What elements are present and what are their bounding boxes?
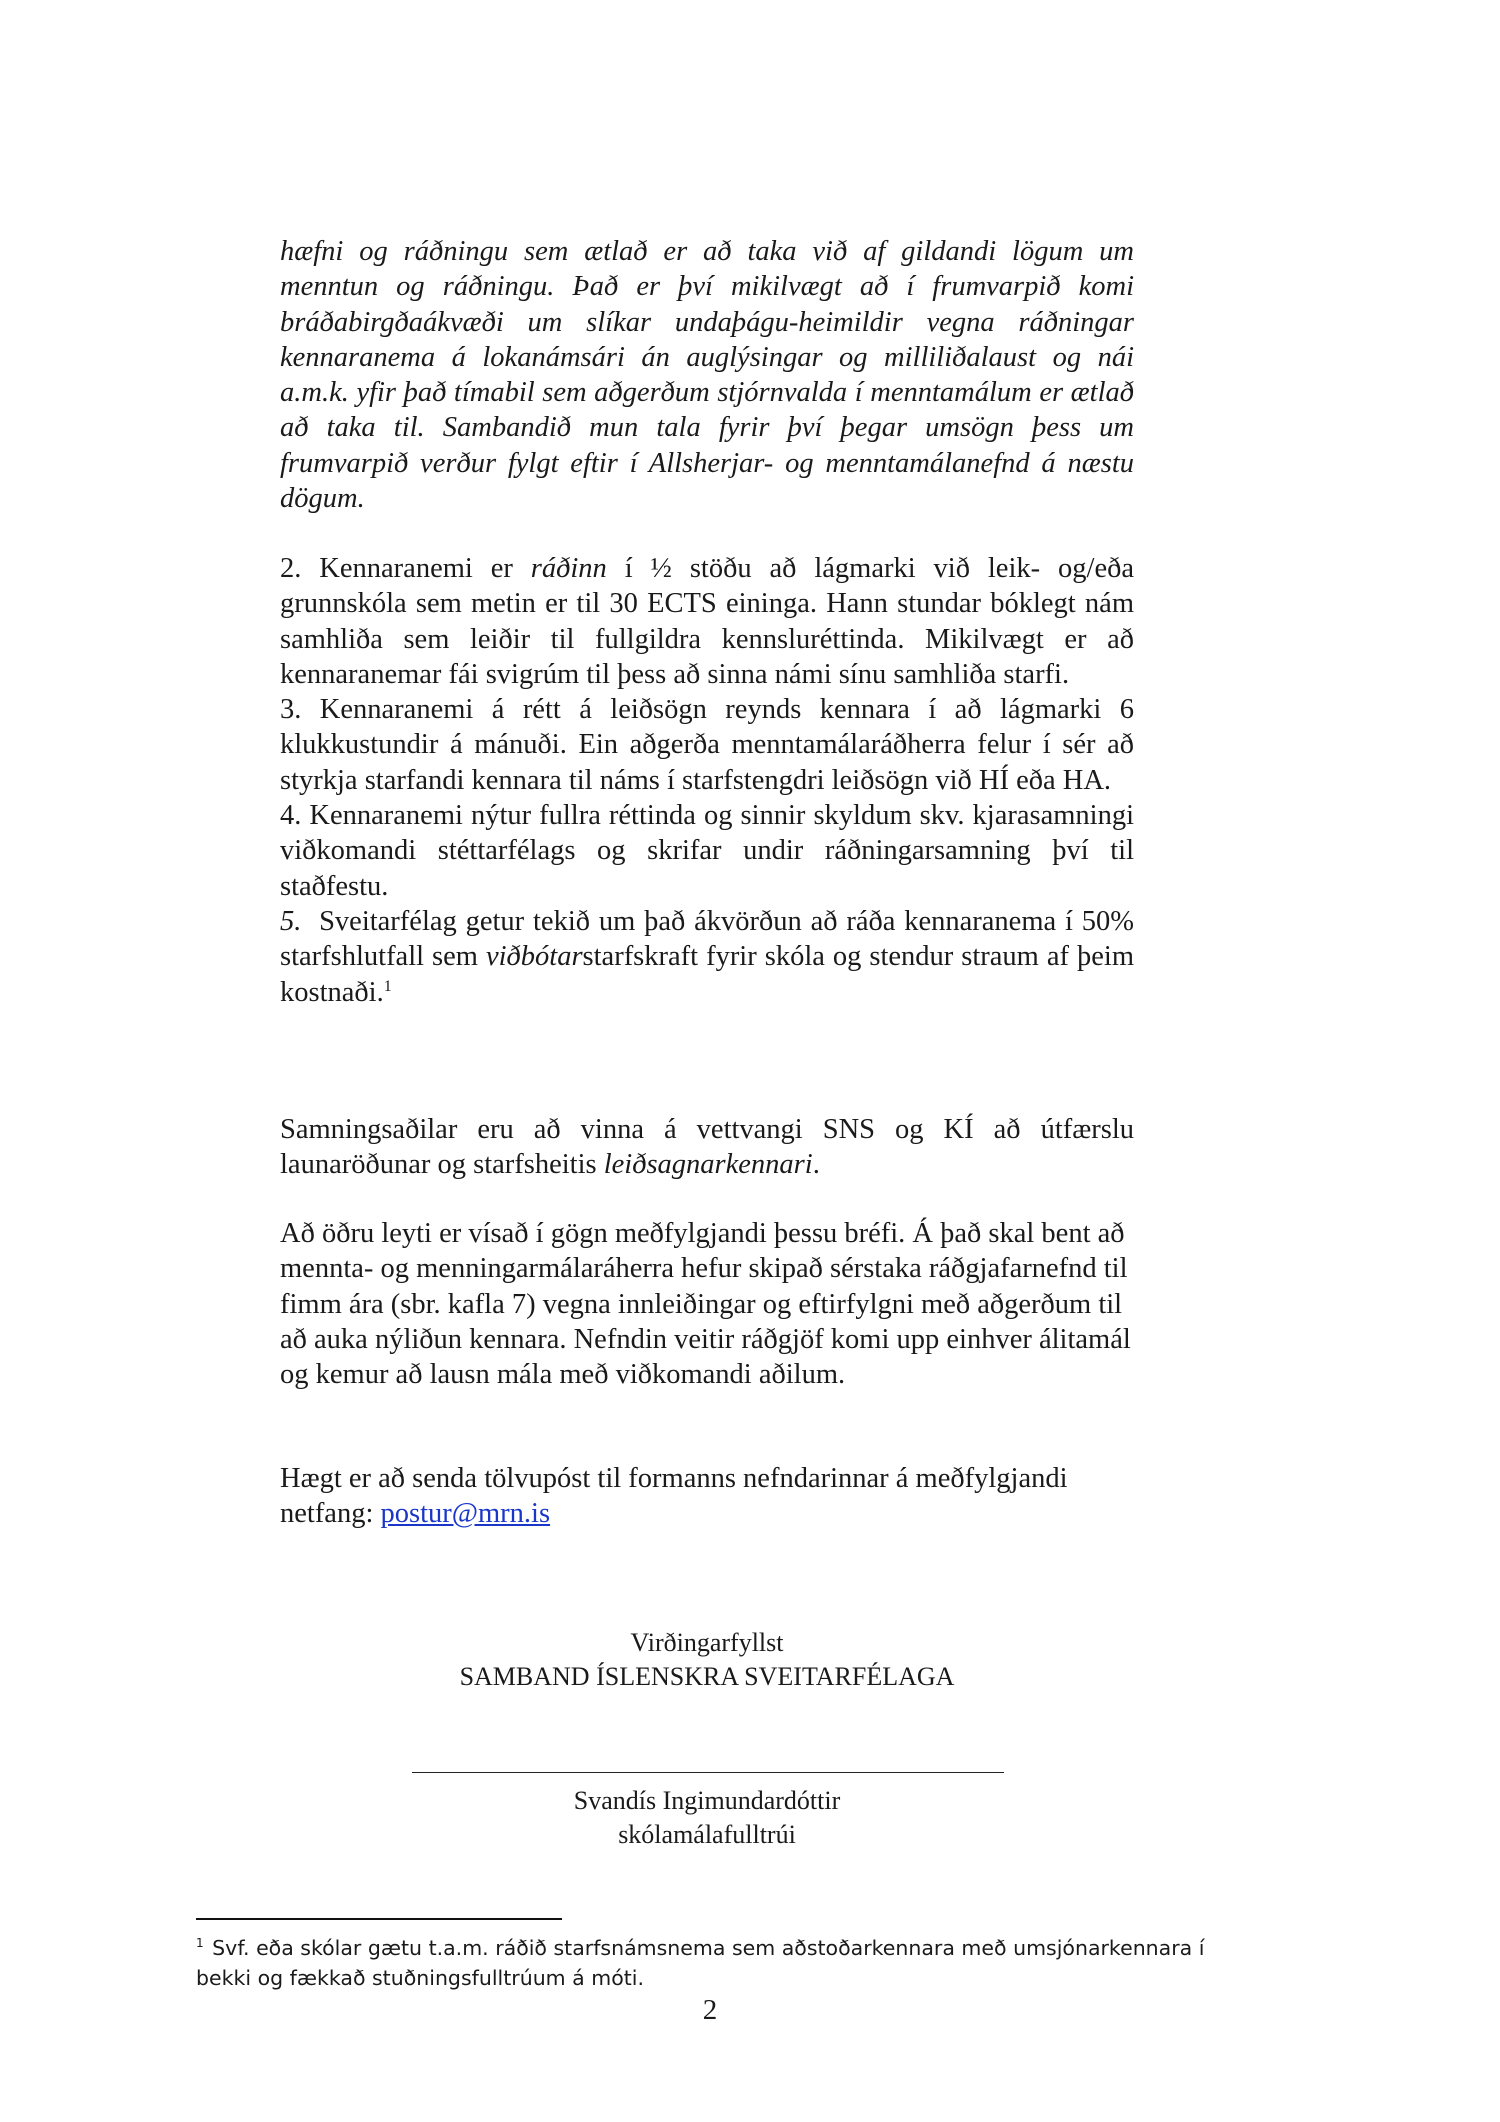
list-item-2 <box>280 551 1134 692</box>
agreement-paragraph <box>280 1112 1134 1183</box>
list-item-5-rest: starfskraft fyrir skóla og stendur straum af þeim kostnaði. <box>280 941 1134 1008</box>
signer-name: Svandís Ingimundardóttir <box>573 1786 841 1815</box>
intro-paragraph-text: hæfni og ráðningu sem ætlað er að taka við af gildandi lögum um menntun og ráðningu. Það er því mikilvægt að í frumvarpið komi bráðabirgðaákvæði um slíkar undaþágu-heimildir vegna ráðningar kennaranema á lokanámsári án auglýsingar og milliliðalaust og nái a.m.k. yfir það tímabil sem aðgerðum stjórnvalda í menntamálum er ætlað að taka til. Sambandið mun tala fyrir því þegar umsögn þess um frumvarpið verður fylgt eftir í Allsherjar- og menntamálanefnd á næstu dögum. <box>280 236 1134 515</box>
footnote-marker: 1 <box>196 1936 204 1950</box>
agreement-paragraph-end: . <box>812 1149 820 1181</box>
intro-paragraph <box>280 234 1134 516</box>
page-number: 2 <box>702 1994 718 2026</box>
footnote-separator <box>196 1918 562 1920</box>
agreement-paragraph-text: Samningsaðilar eru að vinna á vettvangi SNS og KÍ að útfærslu launaröðunar og starfsheitis <box>280 1114 1134 1181</box>
list-item-4: 4. Kennaranemi nýtur fullra réttinda og sinnir skyldum skv. kjarasamningi viðkomandi stéttarfélags og skrifar undir ráðningarsamning því til staðfestu. <box>280 800 1134 902</box>
email-paragraph-text: Hægt er að senda tölvupóst til formanns nefndarinnar á meðfylgjandi netfang: <box>280 1463 1068 1530</box>
list-item-2-start: 2. Kennaranemi er <box>280 553 531 584</box>
list-item-2-emphasis: ráðinn <box>530 553 607 584</box>
list-item-2-rest: í ½ stöðu að lágmarki við leik- og/eða grunnskóla sem metin er til 30 ECTS eininga. Hann stundar bóklegt nám samhliða sem leiðir til fullgildra kennsluréttinda. Mikilvægt er að kennaranemar fái svigrúm til þess að sinna námi sínu samhliða starfi. <box>280 553 1134 690</box>
signature-line <box>412 1772 1004 1773</box>
list-item-5 <box>280 904 1142 1010</box>
footnote-text: Svf. eða skólar gætu t.a.m. ráðið starfsnámsnema sem aðstoðarkennara með umsjónarkennara í bekki og fækkað stuðningsfulltrúum á móti. <box>196 1936 1205 1990</box>
organization-name: SAMBAND ÍSLENSKRA SVEITARFÉLAGA <box>459 1662 955 1691</box>
agreement-paragraph-emphasis: leiðsagnarkennari <box>603 1149 813 1181</box>
signer-block <box>280 1784 1134 1852</box>
footnote-reference[interactable]: 1 <box>383 977 392 995</box>
list-item-3: 3. Kennaranemi á rétt á leiðsögn reynds kennara í að lágmarki 6 klukkustundir á mánuði. Ein aðgerða menntamálaráðherra felur í sér að styrkja starfandi kennara til náms í starfstengdri leiðsögn við HÍ eða HA. <box>280 694 1134 796</box>
list-item-5-emphasis: viðbótar <box>485 941 583 973</box>
closing-block <box>280 1626 1134 1694</box>
email-link[interactable]: postur@mrn.is <box>380 1498 551 1530</box>
list-item-5-number: 5. <box>280 905 302 937</box>
numbered-list <box>280 551 1142 1010</box>
email-paragraph <box>280 1461 1134 1532</box>
footnote <box>196 1928 1256 1993</box>
signer-title: skólamálafulltrúi <box>618 1820 796 1849</box>
list-item-5-start: Sveitarfélag getur tekið um það ákvörðun að ráða kennaranema í 50% starfshlutfall sem <box>280 905 1142 973</box>
reference-paragraph-text: Að öðru leyti er vísað í gögn meðfylgjandi þessu bréfi. Á það skal bent að mennta- og menningarmálaráherra hefur skipað sérstaka ráðgjafarnefnd til fimm ára (sbr. kafla 7) vegna innleiðingar og eftirfylgni með aðgerðum til að auka nýliðun kennara. Nefndin veitir ráðgjöf komi upp einhver álitamál og kemur að lausn mála með viðkomandi aðilum. <box>280 1218 1131 1391</box>
closing-salutation: Virðingarfyllst <box>630 1628 784 1657</box>
reference-paragraph <box>280 1216 1134 1392</box>
